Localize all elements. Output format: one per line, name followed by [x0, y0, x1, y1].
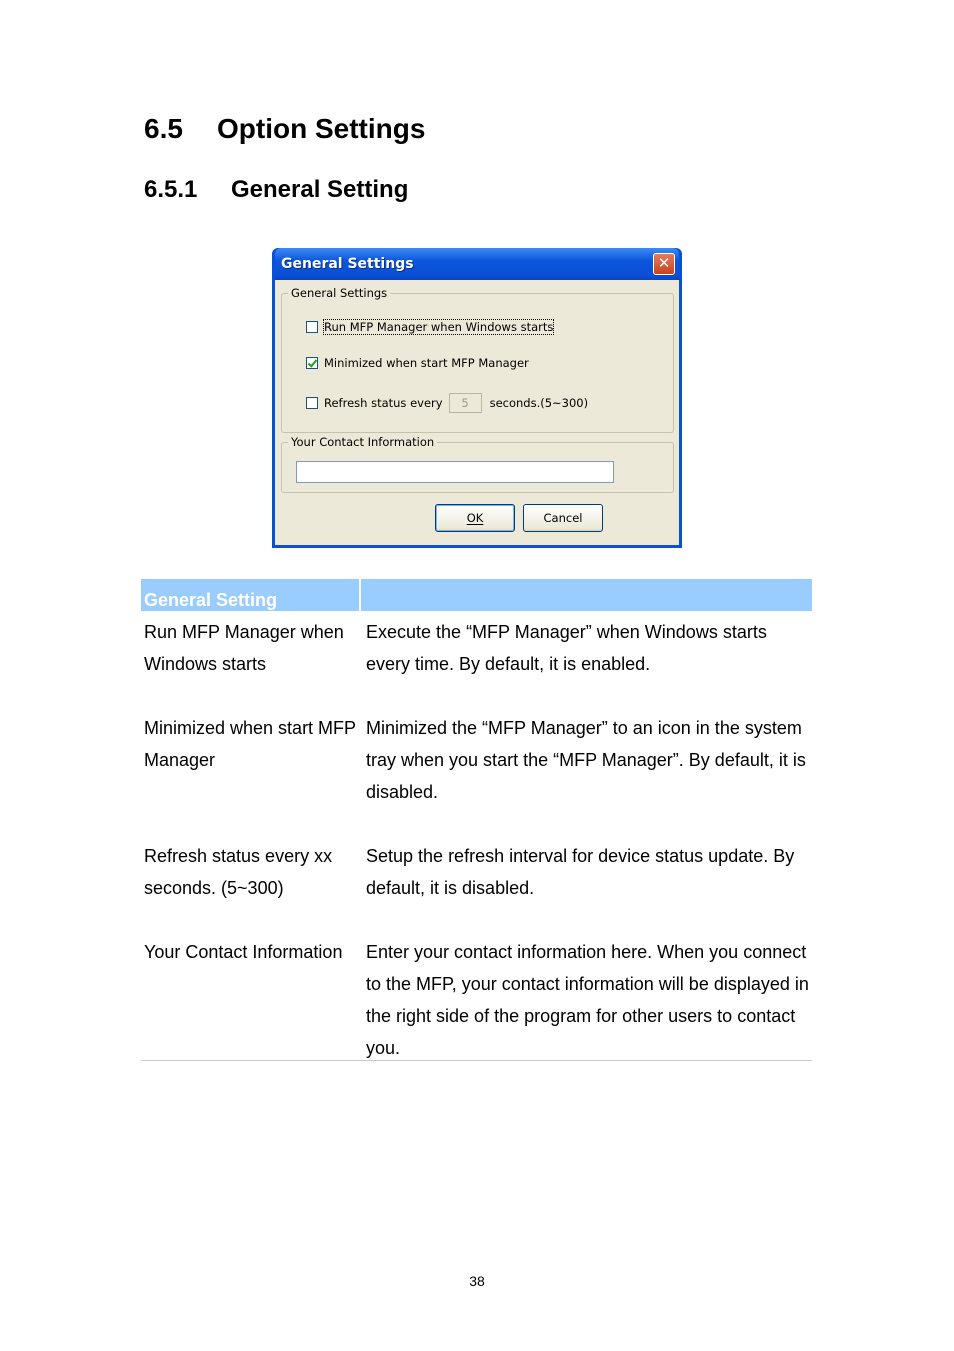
table-row-name: Minimized when start MFP Manager [144, 718, 356, 770]
minimized-label: Minimized when start MFP Manager [324, 356, 529, 370]
table-row-name: Run MFP Manager when Windows starts [144, 622, 344, 674]
table-row-description: Minimized the “MFP Manager” to an icon in the system tray when you start the “MFP Manager”. By default, it is disabled. [366, 718, 806, 802]
refresh-seconds-input[interactable]: 5 [449, 393, 482, 413]
refresh-checkbox[interactable] [306, 397, 318, 409]
contact-info-legend: Your Contact Information [288, 435, 437, 449]
minimized-checkbox[interactable] [306, 357, 318, 369]
contact-info-group [281, 435, 674, 493]
section-title: Option Settings [217, 113, 426, 144]
refresh-option[interactable] [306, 392, 588, 414]
table-row-description: Enter your contact information here. When you connect to the MFP, your contact information will be displayed in the right side of the program for other users to contact you. [366, 942, 809, 1058]
minimized-option[interactable] [306, 355, 529, 371]
contact-info-input[interactable] [296, 461, 614, 483]
table-row-description: Setup the refresh interval for device status update. By default, it is disabled. [366, 846, 795, 898]
table-row-name: Refresh status every xx seconds. (5~300) [144, 846, 333, 898]
dialog-title: General Settings [281, 256, 414, 272]
dialog-titlebar[interactable] [275, 248, 679, 280]
cancel-button[interactable] [523, 504, 603, 532]
run-on-startup-label: Run MFP Manager when Windows starts [324, 320, 554, 334]
general-settings-legend: General Settings [288, 286, 390, 300]
table-bottom-rule [141, 1060, 812, 1061]
run-on-startup-option[interactable] [306, 319, 553, 335]
dialog-body [275, 280, 679, 545]
general-settings-dialog [272, 248, 682, 548]
table-header-label: General Setting [141, 579, 361, 611]
section-heading [144, 113, 425, 145]
cancel-button-label: Cancel [543, 511, 583, 525]
page-number: 38 [469, 1273, 485, 1289]
ok-button-label: OK [466, 511, 484, 525]
table-row-description: Execute the “MFP Manager” when Windows starts every time. By default, it is enabled. [366, 622, 767, 674]
subsection-heading [144, 176, 408, 204]
table-header [141, 579, 812, 611]
refresh-label: Refresh status every [324, 396, 443, 410]
refresh-suffix-label: seconds.(5~300) [489, 396, 589, 410]
subsection-number: 6.5.1 [144, 176, 198, 203]
section-number: 6.5 [144, 113, 183, 144]
table-row-name: Your Contact Information [144, 942, 343, 962]
ok-button[interactable] [435, 504, 515, 532]
run-on-startup-checkbox[interactable] [306, 321, 318, 333]
close-icon[interactable]: ✕ [653, 253, 675, 275]
subsection-title: General Setting [231, 176, 409, 203]
